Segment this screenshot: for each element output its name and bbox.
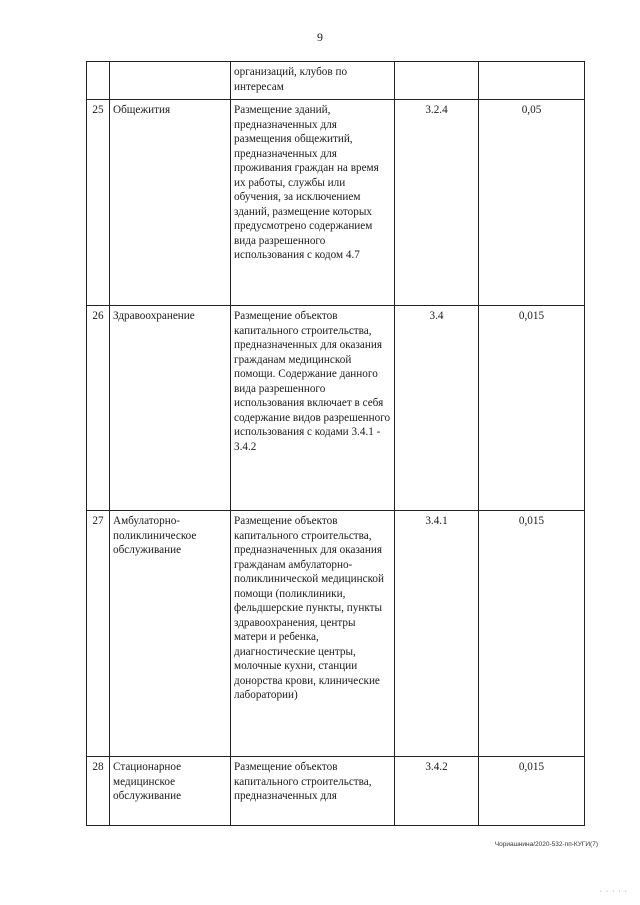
coefficient-cell: 0,05	[479, 100, 585, 306]
row-number-cell	[87, 62, 110, 100]
table-row	[87, 757, 585, 826]
use-description-cell: Размещение объектов капитального строительства, предназначенных для	[231, 757, 395, 826]
row-number-cell: 26	[87, 306, 110, 511]
table-row	[87, 62, 585, 100]
coefficient-cell: 0,015	[479, 306, 585, 511]
use-name-cell: Амбулаторно-поликлиническое обслуживание	[110, 511, 231, 757]
coefficient-cell: 0,015	[479, 511, 585, 757]
scan-artifact-dots: · · · · ·	[599, 888, 628, 895]
use-code-cell: 3.4.2	[395, 757, 479, 826]
use-code-cell: 3.4.1	[395, 511, 479, 757]
use-description-cell: Размещение объектов капитального строительства, предназначенных для оказания гражданам амбулаторно-поликлинической медицинской помощи (поликлиники, фельдшерские пункты, пункты здравоохранения, центры матери и ребенка, диагностические центры, молочные кухни, станции донорства крови, клинические лаборатории)	[231, 511, 395, 757]
use-description-cell: Размещение зданий, предназначенных для размещения общежитий, предназначенных для проживания граждан на время их работы, службы или обучения, за исключением зданий, размещение которых предусмотрено содержанием вида разрешенного использования с кодом 4.7	[231, 100, 395, 306]
use-description-cell: организаций, клубов по интересам	[231, 62, 395, 100]
use-name-cell: Общежития	[110, 100, 231, 306]
coefficient-cell: 0,015	[479, 757, 585, 826]
use-description-cell: Размещение объектов капитального строительства, предназначенных для оказания гражданам медицинской помощи. Содержание данного вида разрешенного использования включает в себя содержание видов разрешенного использования с кодами 3.4.1 - 3.4.2	[231, 306, 395, 511]
use-name-cell	[110, 62, 231, 100]
use-name-cell: Здравоохранение	[110, 306, 231, 511]
use-code-cell	[395, 62, 479, 100]
land-use-table	[86, 61, 585, 826]
table-row	[87, 100, 585, 306]
row-number-cell: 28	[87, 757, 110, 826]
page-number: 9	[317, 30, 323, 44]
coefficient-cell	[479, 62, 585, 100]
table-row	[87, 511, 585, 757]
use-code-cell: 3.2.4	[395, 100, 479, 306]
row-number-cell: 27	[87, 511, 110, 757]
row-number-cell: 25	[87, 100, 110, 306]
use-code-cell: 3.4	[395, 306, 479, 511]
use-name-cell: Стационарное медицинское обслуживание	[110, 757, 231, 826]
table-row	[87, 306, 585, 511]
document-footer-code: Чориашнина/2020-532-пп-КУГИ(7)	[494, 841, 598, 848]
